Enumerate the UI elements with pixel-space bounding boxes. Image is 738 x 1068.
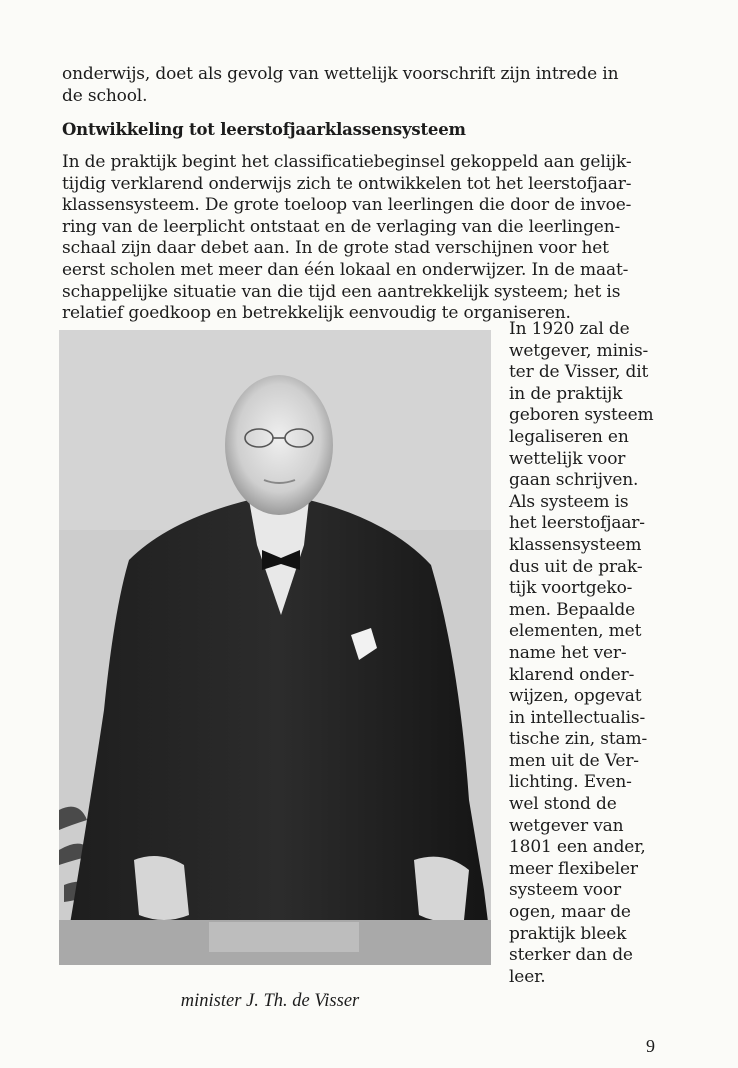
side-line: dus uit de prak-: [509, 556, 643, 577]
side-line: wijzen, opgevat: [509, 686, 642, 707]
side-line: systeem voor: [509, 880, 621, 901]
intro-paragraph: [62, 64, 618, 107]
side-line: Als systeem is: [509, 491, 629, 512]
side-line: in de praktijk: [509, 383, 623, 404]
body-line: schaal zijn daar debet aan. In de grote stad verschijnen voor het: [62, 238, 609, 259]
body-line: eerst scholen met meer dan één lokaal en onderwijzer. In de maat-: [62, 259, 629, 280]
side-line: praktijk bleek: [509, 923, 627, 944]
photo-caption: minister J. Th. de Visser: [180, 991, 360, 1011]
intro-line: de school.: [62, 85, 148, 106]
body-line: relatief goedkoop en betrekkelijk eenvoudig te organiseren.: [62, 303, 571, 324]
portrait-photo: [59, 330, 491, 965]
side-line: men uit de Ver-: [509, 750, 639, 771]
side-line: klarend onder-: [509, 664, 635, 685]
side-line: ogen, maar de: [509, 902, 631, 923]
side-line: tische zin, stam-: [509, 729, 648, 750]
side-line: wettelijk voor: [509, 448, 626, 469]
portrait-illustration: [59, 330, 491, 965]
side-line: elementen, met: [509, 621, 642, 642]
side-line: wetgever, minis-: [509, 340, 649, 361]
side-line: ter de Visser, dit: [509, 362, 649, 383]
side-line: 1801 een ander,: [509, 837, 646, 858]
side-line: legaliseren en: [509, 426, 629, 447]
side-line: geboren systeem: [509, 405, 654, 426]
side-line: gaan schrijven.: [509, 470, 639, 491]
body-line: klassensysteem. De grote toeloop van leerlingen die door de invoe-: [62, 195, 632, 216]
right-hand: [414, 857, 469, 922]
page-number: 9: [646, 1036, 655, 1056]
side-line: leer.: [509, 966, 546, 987]
side-line: wel stond de: [509, 794, 617, 815]
side-column-text: [509, 319, 709, 988]
left-hand: [134, 856, 189, 920]
body-line: In de praktijk begint het classificatiebeginsel gekoppeld aan gelijk-: [62, 152, 632, 172]
side-line: In 1920 zal de: [509, 319, 630, 339]
body-line: tijdig verklarend onderwijs zich te ontwikkelen tot het leerstofjaar-: [62, 173, 632, 194]
side-line: het leerstofjaar-: [509, 513, 645, 534]
head: [225, 375, 333, 515]
body-paragraph: [62, 152, 631, 325]
side-line: wetgever van: [509, 815, 624, 836]
side-line: klassensysteem: [509, 534, 642, 555]
side-line: meer flexibeler: [509, 858, 638, 879]
side-line: tijk voortgeko-: [509, 578, 633, 599]
side-line: name het ver-: [509, 642, 627, 663]
side-line: sterker dan de: [509, 945, 633, 966]
side-line: in intellectualis-: [509, 707, 646, 728]
intro-line: onderwijs, doet als gevolg van wettelijk voorschrift zijn intrede in: [62, 64, 619, 84]
side-line: men. Bepaalde: [509, 599, 636, 620]
body-line: schappelijke situatie van die tijd een aantrekkelijk systeem; het is: [62, 281, 621, 302]
side-line: lichting. Even-: [509, 772, 632, 793]
section-heading: Ontwikkeling tot leerstofjaarklassensysteem: [62, 120, 466, 139]
body-line: ring van de leerplicht ontstaat en de verlaging van die leerlingen-: [62, 216, 621, 237]
